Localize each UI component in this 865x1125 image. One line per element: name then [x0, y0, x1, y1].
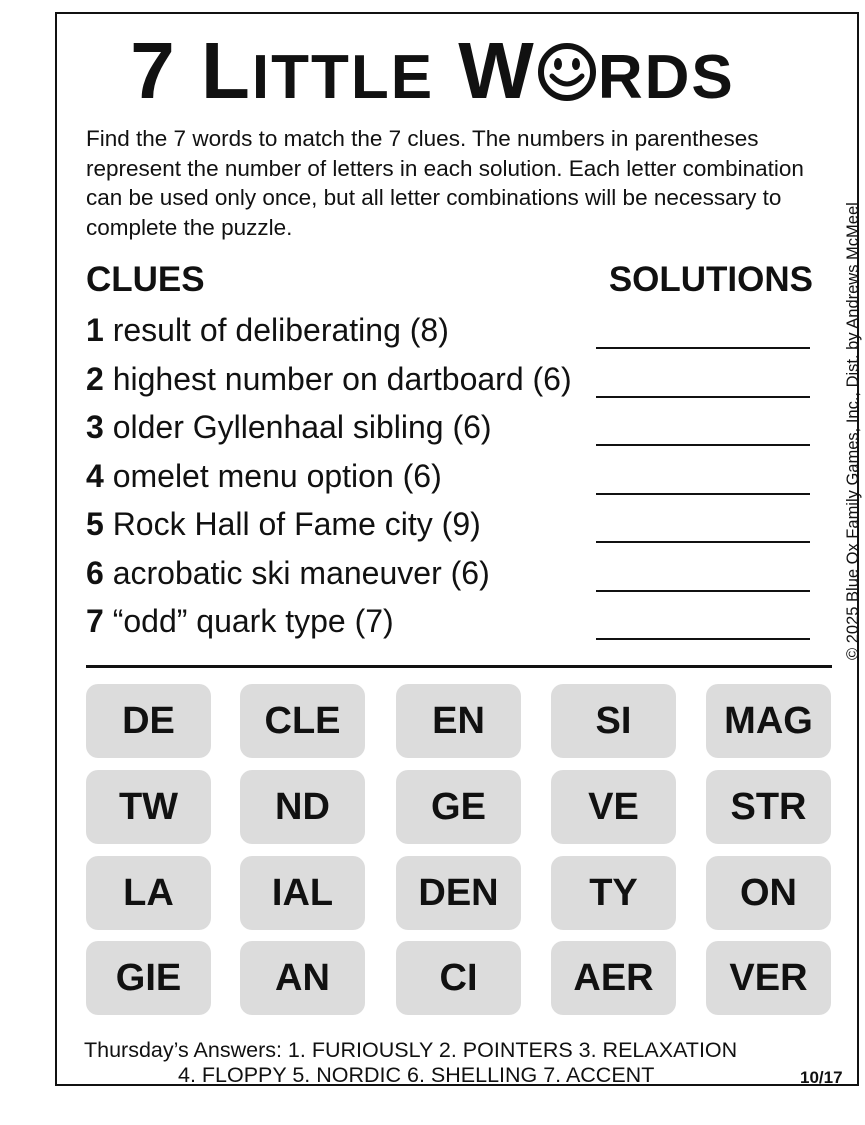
- divider-line: [86, 665, 832, 668]
- title-part-3: W: [434, 26, 536, 115]
- letter-tile[interactable]: ND: [240, 770, 365, 844]
- letter-tile[interactable]: GIE: [86, 941, 211, 1015]
- solution-line-6[interactable]: [596, 590, 810, 592]
- clues-heading: CLUES: [86, 260, 205, 299]
- clue-text: highest number on dartboard (6): [103, 360, 572, 397]
- letter-tile[interactable]: TY: [551, 856, 676, 930]
- title-part-1: 7 L: [130, 26, 252, 115]
- letter-tile[interactable]: GE: [396, 770, 521, 844]
- letter-tile[interactable]: VE: [551, 770, 676, 844]
- solution-line-4[interactable]: [596, 493, 810, 495]
- solution-line-7[interactable]: [596, 638, 810, 640]
- title-part-4: RDS: [597, 43, 735, 112]
- letter-tile[interactable]: VER: [706, 941, 831, 1015]
- letter-tile[interactable]: ON: [706, 856, 831, 930]
- letter-tile[interactable]: IAL: [240, 856, 365, 930]
- solution-line-2[interactable]: [596, 396, 810, 398]
- clue-text: Rock Hall of Fame city (9): [103, 506, 481, 542]
- clue-text: acrobatic ski maneuver (6): [103, 554, 490, 591]
- solutions-heading: SOLUTIONS: [608, 260, 813, 299]
- clue-number: 4: [86, 457, 104, 494]
- puzzle-date: 10/17: [800, 1068, 843, 1087]
- clue-number: 2: [86, 360, 104, 397]
- clue-5: [86, 504, 481, 544]
- copyright-credit: © 2025 Blue Ox Family Games, Inc., Dist. by Andrews McMeel: [844, 202, 862, 660]
- clue-text: omelet menu option (6): [103, 457, 442, 494]
- clue-3: [86, 407, 492, 447]
- letter-tile[interactable]: CI: [396, 941, 521, 1015]
- previous-answers-line-1: Thursday’s Answers: 1. FURIOUSLY 2. POINTERS 3. RELAXATION: [84, 1038, 738, 1062]
- letter-tile[interactable]: AER: [551, 941, 676, 1015]
- letter-tile[interactable]: STR: [706, 770, 831, 844]
- clue-number: 7: [86, 603, 104, 639]
- letter-tile[interactable]: LA: [86, 856, 211, 930]
- letter-tile[interactable]: SI: [551, 684, 676, 758]
- solution-line-1[interactable]: [596, 347, 810, 349]
- clue-number: 5: [86, 506, 104, 542]
- letter-tile[interactable]: DE: [86, 684, 211, 758]
- previous-answers-line-2: 4. FLOPPY 5. NORDIC 6. SHELLING 7. ACCENT: [178, 1063, 655, 1087]
- letter-tile[interactable]: EN: [396, 684, 521, 758]
- clue-number: 1: [86, 312, 104, 348]
- letter-tile[interactable]: DEN: [396, 856, 521, 930]
- solution-line-3[interactable]: [596, 444, 810, 446]
- solution-line-5[interactable]: [596, 541, 810, 543]
- clue-4: [86, 456, 442, 496]
- clue-text: “odd” quark type (7): [103, 603, 394, 639]
- clue-number: 6: [86, 554, 104, 591]
- clue-7: [86, 601, 394, 641]
- clue-2: [86, 359, 572, 399]
- title-part-2: ITTLE: [251, 43, 435, 112]
- clue-6: [86, 553, 490, 593]
- clue-1: [86, 310, 449, 350]
- instructions-text: Find the 7 words to match the 7 clues. The numbers in parentheses represent the number of letters in each solution. Each letter combination can be used only once, but all letter combinations will be necessary to complete the puzzle.: [86, 126, 804, 240]
- clue-text: older Gyllenhaal sibling (6): [103, 409, 492, 445]
- smiley-face-icon: [537, 30, 597, 90]
- puzzle-title: [0, 26, 865, 123]
- letter-tile[interactable]: TW: [86, 770, 211, 844]
- letter-tile[interactable]: CLE: [240, 684, 365, 758]
- letter-tile[interactable]: MAG: [706, 684, 831, 758]
- letter-tile[interactable]: AN: [240, 941, 365, 1015]
- clue-text: result of deliberating (8): [103, 312, 449, 348]
- clue-number: 3: [86, 409, 104, 445]
